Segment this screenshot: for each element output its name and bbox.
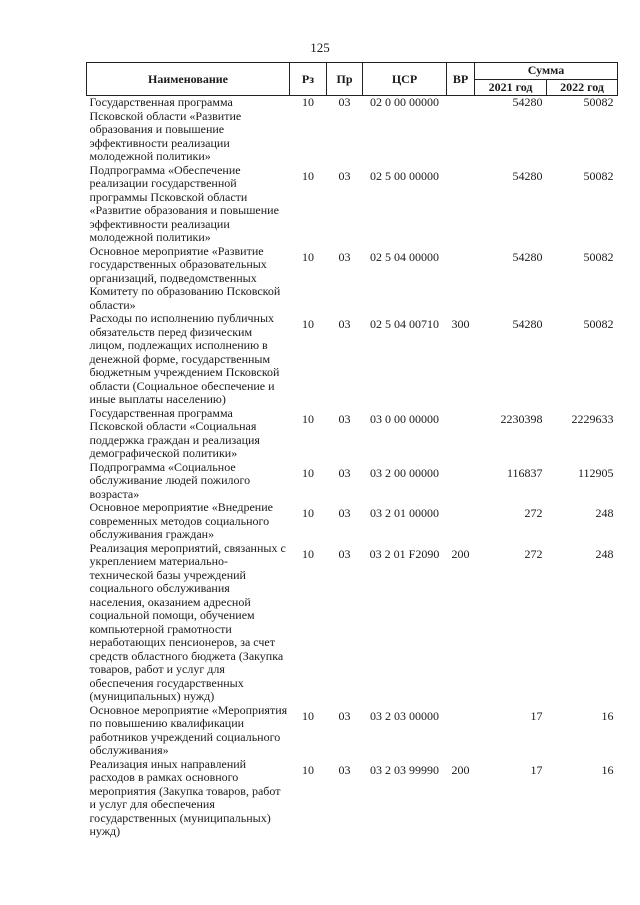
header-rz: Рз	[290, 63, 327, 96]
cell-y2021: 2230398	[500, 411, 543, 426]
cell-rz: 10	[302, 411, 314, 426]
cell-pr: 03	[338, 95, 351, 109]
cell-vr	[447, 407, 475, 461]
cell-y2021: 272	[524, 506, 543, 520]
cell-vr: 200	[451, 546, 470, 561]
cell-vr: 300	[451, 317, 470, 331]
cell-y2022: 248	[595, 506, 614, 520]
cell-y2022: 50082	[583, 317, 614, 331]
cell-y2022: 50082	[583, 168, 614, 183]
cell-rz: 10	[302, 95, 314, 109]
table-row	[87, 501, 618, 542]
table-row	[87, 96, 618, 164]
cell-name: Реализация мероприятий, связанных с укреплением материально-технической базы учреждений социального обслуживания населения, оказанием адресной социальной помощи, обучением компьютерной грамотности неработающих пенсионеров, за счет средств областного бюджета (Закупка товаров, работ и услуг для обеспечения государственных (муниципальных) нужд)	[89, 540, 286, 703]
cell-y2022: 16	[601, 762, 614, 777]
cell-y2022: 16	[601, 708, 614, 723]
cell-vr	[447, 96, 475, 164]
cell-y2021: 116837	[506, 465, 543, 480]
table-row	[87, 542, 618, 704]
cell-y2021: 54280	[512, 249, 543, 264]
table-row	[87, 164, 618, 245]
cell-name: Основное мероприятие «Развитие государственных образовательных организаций, подведомственных Комитету по образованию Псковской области»	[89, 243, 281, 312]
cell-name: Подпрограмма «Обеспечение реализации государственной программы Псковской области «Развитие образования и повышение эффективности реализации молодежной политики»	[89, 162, 279, 244]
table-header	[87, 63, 618, 96]
cell-csr: 03 2 03 99990	[370, 762, 439, 777]
cell-vr: 200	[451, 762, 470, 777]
header-2022: 2022 год	[547, 79, 618, 96]
cell-name: Расходы по исполнению публичных обязательств перед физическим лицом, подлежащих исполнению в денежной форме, государственным бюджетным учреждением Псковской области (Социальное обеспечение и иные выплаты населению)	[89, 311, 280, 406]
cell-name: Основное мероприятие «Мероприятия по повышению квалификации работников учреждений социального обслуживания»	[89, 702, 288, 757]
cell-pr: 03	[338, 546, 351, 561]
cell-csr: 02 5 04 00000	[370, 249, 439, 264]
cell-rz: 10	[302, 506, 314, 520]
cell-pr: 03	[338, 762, 351, 777]
cell-y2022: 2229633	[571, 411, 614, 426]
cell-csr: 03 2 00 00000	[370, 465, 439, 480]
cell-vr	[447, 245, 475, 313]
cell-rz: 10	[302, 249, 314, 264]
table-row	[87, 407, 618, 461]
cell-y2022: 50082	[583, 249, 614, 264]
cell-name: Основное мероприятие «Внедрение современных методов социального обслуживания граждан»	[89, 500, 273, 541]
header-vr: ВР	[447, 63, 475, 96]
cell-rz: 10	[302, 546, 314, 561]
cell-pr: 03	[338, 708, 351, 723]
cell-rz: 10	[302, 317, 314, 331]
cell-y2021: 272	[524, 546, 543, 561]
table-body	[87, 96, 618, 839]
cell-pr: 03	[338, 249, 351, 264]
header-csr: ЦСР	[363, 63, 447, 96]
cell-y2021: 17	[530, 708, 543, 723]
table-row	[87, 461, 618, 502]
header-name: Наименование	[87, 63, 290, 96]
budget-table	[86, 62, 618, 839]
cell-pr: 03	[338, 411, 351, 426]
cell-name: Государственная программа Псковской области «Развитие образования и повышение эффективности реализации молодежной политики»	[89, 95, 242, 163]
cell-y2021: 17	[530, 762, 543, 777]
cell-rz: 10	[302, 465, 314, 480]
cell-name: Государственная программа Псковской области «Социальная поддержка граждан и реализация демографической политики»	[89, 405, 260, 460]
cell-name: Подпрограмма «Социальное обслуживание людей пожилого возраста»	[89, 459, 251, 501]
cell-y2022: 248	[595, 546, 614, 561]
cell-vr	[447, 164, 475, 245]
cell-vr	[447, 501, 475, 542]
cell-pr: 03	[338, 506, 351, 520]
header-sum: Сумма	[475, 63, 618, 80]
table-row	[87, 704, 618, 758]
table-row	[87, 245, 618, 313]
cell-pr: 03	[338, 465, 351, 480]
header-pr: Пр	[327, 63, 363, 96]
table-row	[87, 758, 618, 839]
page-number: 125	[310, 40, 330, 55]
cell-vr	[447, 461, 475, 502]
cell-name: Реализация иных направлений расходов в рамках основного мероприятия (Закупка товаров, работ и услуг для обеспечения государственных (муниципальных) нужд)	[89, 756, 281, 838]
cell-y2021: 54280	[512, 168, 543, 183]
cell-rz: 10	[302, 762, 314, 777]
cell-y2022: 112905	[577, 465, 614, 480]
cell-rz: 10	[302, 708, 314, 723]
cell-y2021: 54280	[512, 317, 543, 331]
cell-csr: 02 0 00 00000	[370, 95, 439, 109]
cell-csr: 03 0 00 00000	[370, 411, 439, 426]
cell-csr: 02 5 04 00710	[370, 317, 439, 331]
cell-y2022: 50082	[583, 95, 614, 109]
cell-vr	[447, 704, 475, 758]
cell-csr: 02 5 00 00000	[370, 168, 439, 183]
header-2021: 2021 год	[475, 79, 547, 96]
cell-pr: 03	[338, 317, 351, 331]
cell-pr: 03	[338, 168, 351, 183]
cell-rz: 10	[302, 168, 314, 183]
cell-csr: 03 2 03 00000	[370, 708, 439, 723]
cell-csr: 03 2 01 00000	[370, 506, 439, 520]
cell-y2021: 54280	[512, 95, 543, 109]
cell-csr: 03 2 01 F2090	[369, 546, 440, 561]
table-row	[87, 312, 618, 407]
